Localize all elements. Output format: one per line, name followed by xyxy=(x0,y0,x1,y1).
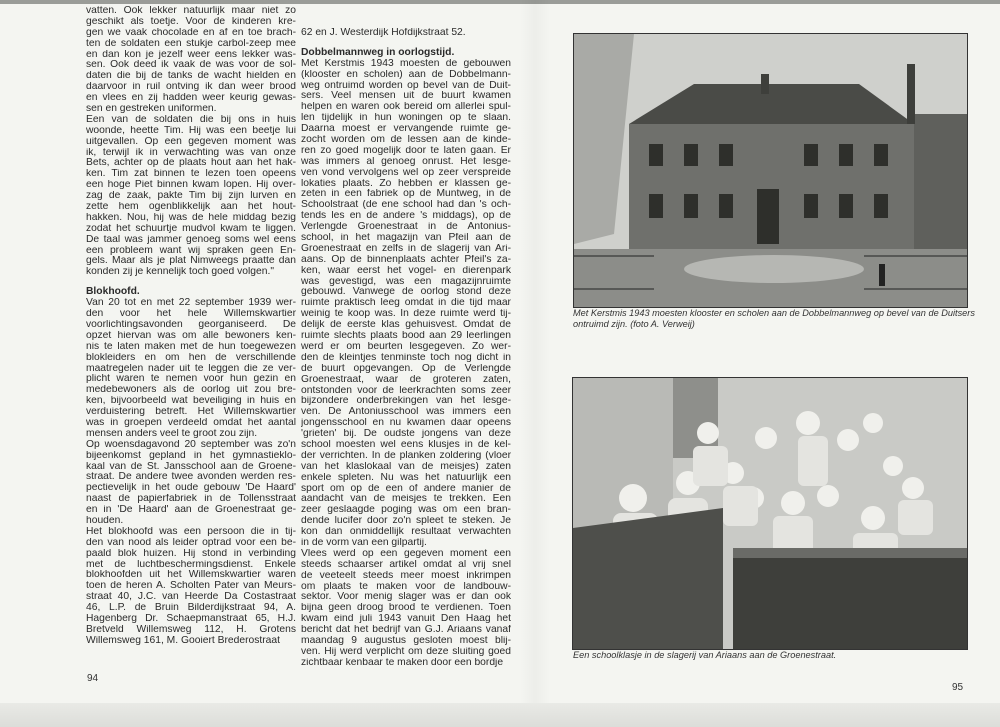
text-line: tends les en de andere 's middags), op de xyxy=(301,211,511,222)
text-line: nis te laten maken met de hun toegewezen xyxy=(86,341,296,352)
text-line: weg ontruimd worden op bevel van de Duit- xyxy=(301,80,511,91)
text-line: konden zij je kennelijk toch goed volgen." xyxy=(86,267,274,278)
text-line: was gevestigd, was een magazijnruimte xyxy=(301,276,511,287)
page-number-right: 95 xyxy=(952,682,964,693)
text-line: sektor. Voor menig slager was er dan ook xyxy=(301,592,511,603)
text-line: Vlees werd op een gegeven moment een xyxy=(301,548,511,559)
text-line: sport om op de een of andere manier de xyxy=(301,483,511,494)
left-column-1 xyxy=(86,6,296,647)
text-line: dende lucifer door zo'n spleet te steken. Je xyxy=(301,516,511,527)
paragraph xyxy=(86,6,296,115)
text-line: en dan kon je jezelf weer eens lekker was- xyxy=(86,49,296,60)
text-line: aans. Op de binnenplaats achter Pfeil's za- xyxy=(301,254,511,265)
text-line: ven. De Antoniusschool was immers een xyxy=(301,407,511,418)
text-line: Daarna moest er vervangende ruimte ge- xyxy=(301,124,511,135)
text-line: len tijdelijk in hun woningen op te slaan. xyxy=(301,113,511,124)
text-line: ren zo goed mogelijk door te laten gaan. Er xyxy=(301,145,511,156)
caption-line: Met Kerstmis 1943 moesten klooster en scholen aan de Dobbelmannweg op bevel van de Duitsers xyxy=(573,308,975,318)
text-line: medebewoners als de oorlog uit zou bre- xyxy=(86,385,296,396)
text-line: blokleiders en om hen de verschillende xyxy=(86,352,296,363)
paragraph xyxy=(301,28,511,39)
text-line: weinig te koop was. In deze ruimte werd tij- xyxy=(301,309,511,320)
text-line: de buurt opgevangen. Op de Verlengde xyxy=(301,363,511,374)
page-fold xyxy=(520,0,550,727)
text-line: werd er om beurten lesgegeven. Zo wer- xyxy=(301,341,511,352)
text-line: Hagenberg Dr. Schaepmanstraat 65, H.J. xyxy=(86,613,296,624)
text-line: Verlengde Groenestraat in de Antonius- xyxy=(301,222,511,233)
text-line: verduistering betreft. Het Willemskwartier xyxy=(86,407,296,418)
text-line: zeer geslaagde poging was om een bran- xyxy=(301,505,511,516)
text-line: ken, waar eerst het vogel- en dierenpark xyxy=(301,265,511,276)
text-line: paald blok huizen. Hij stond in verbinding xyxy=(86,548,296,559)
text-line: ontstonden voor de leerkrachten soms zeer xyxy=(301,385,511,396)
text-line: ken. Tim zat binnen te lezen toen opeens xyxy=(86,169,296,180)
text-line: Bets, achter op de plaats hout aan het hak- xyxy=(86,158,296,169)
text-line: maatregelen nader uit te leggen die ze ver- xyxy=(86,363,296,374)
text-line: kon dan onmiddellijk resultaat verwachten xyxy=(301,527,511,538)
text-line: enkele spleten. Nu was het natuurlijk een xyxy=(301,472,511,483)
paragraph xyxy=(301,59,511,549)
text-line: ik, terwijl ik in verwachting was van onze xyxy=(86,147,296,158)
text-line: zeten in een fabriek op de Muntweg, in de xyxy=(301,189,511,200)
text-line: Met Kerstmis 1943 moesten de gebouwen xyxy=(301,58,511,69)
text-line: (klooster en scholen) aan de Dobbelmann- xyxy=(301,69,511,80)
photo-school-building xyxy=(573,33,968,308)
text-line: maandag 9 augustus gesloten moest blij- xyxy=(301,635,511,646)
paragraph xyxy=(86,527,296,647)
paragraph xyxy=(301,549,511,669)
text-line: straat 40, J.C. van Heerde Da Costastraat xyxy=(86,592,296,603)
text-line: opzet hiervan was om alle bewoners ken- xyxy=(86,330,296,341)
text-line: jongensschool en nu kwamen daar opeens xyxy=(301,418,511,429)
text-line: Willemsweg 161, M. Gooiert Brederostraat xyxy=(86,635,280,646)
text-line: naast de papierfabriek in de Tollensstraat xyxy=(86,494,296,505)
text-line: zodat het schuurtje mudvol kwam te liggen. xyxy=(86,223,296,234)
text-line: zocht worden om de lessen aan de kinde- xyxy=(301,135,511,146)
text-line: Bretveld Willemsweg 112, H. Grotens xyxy=(86,624,296,635)
text-line: sen. Ook deed ik vaak de was voor de sol- xyxy=(86,60,296,71)
text-line: 'grieten' bij. De oudste jongens van deze xyxy=(301,429,511,440)
text-line: lokaties plaats. Zo hebben er klassen ge- xyxy=(301,178,511,189)
text-line: en vlees en zij hadden weer keurig gewas- xyxy=(86,93,296,104)
text-line: straat. De andere twee avonden werden res- xyxy=(86,472,296,483)
text-line: den de kleintjes tenminste toch nog dicht in xyxy=(301,352,511,363)
caption-line: ontruimd zijn. (foto A. Verweij) xyxy=(573,319,695,329)
text-line: en in 'De Haard' aan de Groenestraat ge- xyxy=(86,505,296,516)
text-line: zette hem ogenblikkelijk aan het hout- xyxy=(86,202,296,213)
text-line: was immers al genoeg onrust. Het lesge- xyxy=(301,156,511,167)
text-line: pectievelijk in het oude gebouw 'De Haard' xyxy=(86,483,296,494)
text-line: zag de zaak, pakte Tim bij zijn lurven en xyxy=(86,191,296,202)
text-line: gen we vaak chocolade en af en toe brach- xyxy=(86,27,296,38)
text-line: hakken. Nou, hij was de hele middag bezig xyxy=(86,212,296,223)
text-line: van het klaslokaal van de meisjes) zaten xyxy=(301,461,511,472)
text-line: Schoolstraat (de ene school had dan 's och- xyxy=(301,200,511,211)
text-line: sers. Veel mensen uit de buurt kwamen xyxy=(301,91,511,102)
text-line: een probleem want wij spraken geen En- xyxy=(86,245,296,256)
text-line: houden. xyxy=(86,515,124,526)
text-line: bijzondere onderbrekingen van het lesge- xyxy=(301,396,511,407)
text-line: bijna geen droog brood te verdienen. Toen xyxy=(301,603,511,614)
text-line: 46, L.P. de Bruin Bilderdijkstraat 94, A. xyxy=(86,603,296,614)
section-heading-blokhoofd: Blokhoofd. xyxy=(86,286,140,298)
text-line: helpen en waren ook bereid om allerlei spul- xyxy=(301,102,511,113)
text-line: gels. Maar als je plat Nimweegs praatte dan xyxy=(86,256,296,267)
text-line: de veeteelt steeds meer moest inkrimpen xyxy=(301,570,511,581)
text-line: kaal van de St. Jansschool aan de Groene- xyxy=(86,461,296,472)
photo1-caption xyxy=(573,308,975,330)
text-line: toen de heren A. Scholten Pater van Meurs- xyxy=(86,581,296,592)
text-line: mensen anders veel te groot zou zijn. xyxy=(86,428,258,439)
text-line: geschikt als toetje. Voor de kinderen kre- xyxy=(86,16,296,27)
text-line: kwam eind juli 1943 vanuit Den Haag het xyxy=(301,614,511,625)
page-number-left: 94 xyxy=(87,673,99,684)
text-line: plicht waren te nemen voor hun gezin en xyxy=(86,374,296,385)
text-line: Op woensdagavond 20 september was zo'n xyxy=(86,439,296,450)
text-line: ken, bijvoorbeeld wat beveiliging in huis en xyxy=(86,396,296,407)
text-line: sen en gestreken uniformen. xyxy=(86,104,217,115)
text-line: aandacht van de meisjes te trekken. Een xyxy=(301,494,511,505)
text-line: ruimte praktisch leeg omdat in die tijd maar xyxy=(301,298,511,309)
text-line: Een van de soldaten die bij ons in huis xyxy=(86,114,296,125)
text-line: delijk de eerste klas gehuisvest. Omdat de xyxy=(301,320,511,331)
text-line: woonde, heette Tim. Hij was een beetje lui xyxy=(86,125,296,136)
scan-bottom-edge xyxy=(0,703,1000,727)
text-line: ten de soldaten een stukje carbol-zeep mee xyxy=(86,38,296,49)
text-line: bijeenkomst gepland in het gymnastieklo- xyxy=(86,450,296,461)
text-line: om plaats te maken voor de landbouw- xyxy=(301,581,511,592)
text-line: der verrichten. In de planken zoldering (vloer xyxy=(301,450,511,461)
text-line: De taal was jammer genoeg soms wel eens xyxy=(86,234,296,245)
text-line: school moesten wel eens klusjes in de kel- xyxy=(301,439,511,450)
text-line: school, in het magazijn van Pfeil aan de xyxy=(301,233,511,244)
text-line: in de vorm van een gilpartij. xyxy=(301,537,427,548)
text-line: met de luchtbeschermingsdienst. Enkele xyxy=(86,559,296,570)
text-line: ven. Hij werd verplicht om deze sluiting goed xyxy=(301,646,511,657)
text-line: daarvoor in ruil ontving ik dan weer brood xyxy=(86,82,296,93)
text-line: Groenestraat en zelfs in de slagerij van Ari- xyxy=(301,243,511,254)
text-line: een hoge Piet binnen kwam lopen. Hij over- xyxy=(86,180,296,191)
text-line: zichtbaar kenbaar te maken door een bordje xyxy=(301,657,504,668)
text-line: den voor het hele Willemskwartier xyxy=(86,309,296,320)
left-column-2 xyxy=(301,28,511,669)
text-line: ruimte slechts plaats bood aan 29 leerlingen xyxy=(301,331,511,342)
text-line: gebouwd. Vanwege de oorlog stond deze xyxy=(301,287,511,298)
paragraph xyxy=(86,440,296,527)
text-line: ven vond vervolgens wel op zeer verspreide xyxy=(301,167,511,178)
scan-top-edge xyxy=(0,0,1000,4)
text-line: daten die bij de tanks de wacht hielden en xyxy=(86,71,296,82)
text-line: vatten. Ook lekker natuurlijk maar niet zo xyxy=(86,6,296,16)
text-line: Van 20 tot en met 22 september 1939 wer- xyxy=(86,298,296,309)
text-line: blokhoofden uit het Willemskwartier waren xyxy=(86,570,296,581)
text-line: uitgevallen. Op een gegeven moment was xyxy=(86,136,296,147)
text-line: bericht dat het bedrijf van G.J. Ariaans vanaf xyxy=(301,625,511,636)
text-line: 62 en J. Westerdijk Hofdijkstraat 52. xyxy=(301,28,466,38)
text-line: den van nood als leider optrad voor een be- xyxy=(86,537,296,548)
section-heading-dobbelmannweg: Dobbelmannweg in oorlogstijd. xyxy=(301,46,455,58)
photo2-caption: Een schoolklasje in de slagerij van Ariaans aan de Groenestraat. xyxy=(573,650,837,660)
text-line: Groenestraat, waar de groteren zaten, xyxy=(301,374,511,385)
paragraph xyxy=(86,298,296,440)
paragraph xyxy=(86,115,296,278)
text-line: Het blokhoofd was een persoon die in tij- xyxy=(86,526,296,537)
text-line: steeds schaarser artikel omdat al vrij snel xyxy=(301,559,511,570)
text-line: voorlichtingsavonden georganiseerd. De xyxy=(86,319,296,330)
photo-school-class xyxy=(572,377,968,650)
text-line: was in groepen verdeeld omdat het aantal xyxy=(86,417,296,428)
